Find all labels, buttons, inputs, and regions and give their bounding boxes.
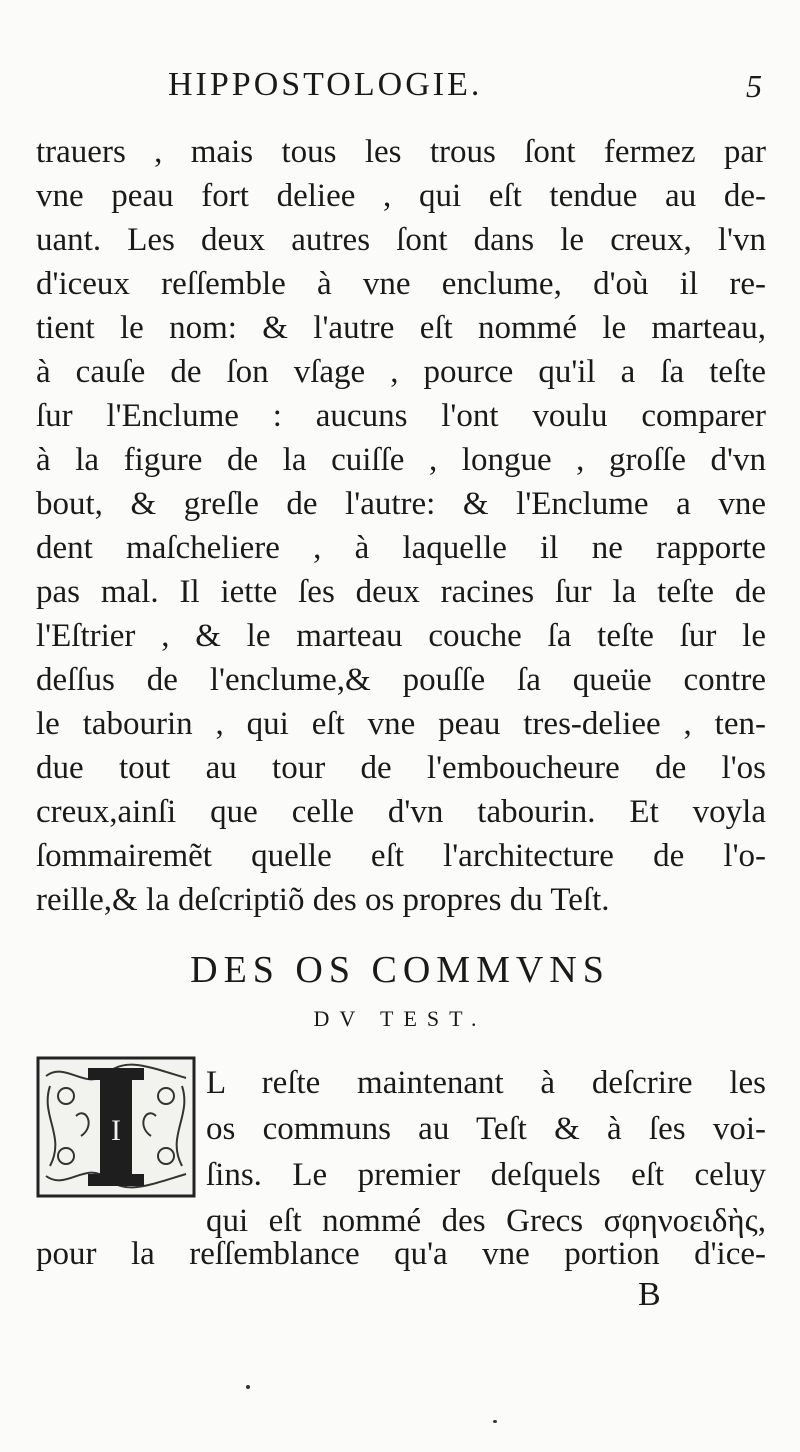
text-line: uant. Les deux autres ſont dans le creux, l'vn [36, 222, 766, 258]
running-head [0, 66, 800, 116]
text-line: ſommairemẽt quelle eſt l'architecture de l'o- [36, 838, 766, 874]
text-line: vne peau fort deliee , qui eſt tendue au de- [36, 178, 766, 214]
ink-speck [493, 1420, 497, 1423]
page-number: 5 [746, 68, 762, 104]
text-line: d'iceux reſſemble à vne enclume, d'où il re- [36, 266, 766, 302]
text-line: creux,ainſi que celle d'vn tabourin. Et voyla [36, 794, 766, 830]
paragraph-2-indented [206, 1060, 766, 1244]
text-line: l'Eſtrier , & le marteau couche ſa teſte ſur le [36, 618, 766, 654]
text-line: bout, & greſle de l'autre: & l'Enclume a vne [36, 486, 766, 522]
ornament-initial-icon [36, 1056, 196, 1198]
text-line: à la figure de la cuiſſe , longue , groſſe d'vn [36, 442, 766, 478]
text-line: os communs au Teſt & à ſes voi- [206, 1111, 766, 1147]
paragraph-2-full [36, 1232, 766, 1276]
text-line: tient le nom: & l'autre eſt nommé le marteau, [36, 310, 766, 346]
text-line: trauers , mais tous les trous ſont fermez par [36, 134, 766, 170]
text-line: due tout au tour de l'embouchеure de l'os [36, 750, 766, 786]
section-heading: DES OS COMMVNS [190, 949, 610, 991]
text-line: deſſus de l'enclume,& pouſſe ſa queüe contre [36, 662, 766, 698]
text-line: ſins. Le premier deſquels eſt celuy [206, 1157, 766, 1193]
text-line: L reſte maintenant à deſcrire les [206, 1065, 766, 1101]
text-line: pour la reſſemblance qu'a vne portion d'ice- [36, 1236, 766, 1272]
running-title: HIPPOSTOLOGIE. [168, 66, 483, 103]
section-subheading: DV TEST. [313, 1006, 487, 1031]
text-line: dent maſcheliere , à laquelle il ne rapporte [36, 530, 766, 566]
text-line: à cauſe de ſon vſage , pource qu'il a ſa teſte [36, 354, 766, 390]
text-line: qui eſt nommé des Grecs σφηνοειδὴς, [206, 1203, 766, 1239]
initial-letter: I [111, 1114, 121, 1147]
decorated-initial-letter [36, 1056, 196, 1198]
ink-speck [246, 1385, 250, 1389]
catchword: B [638, 1276, 661, 1313]
text-line: le tabourin , qui eſt vne peau tres-deliee , ten- [36, 706, 766, 742]
text-line: ſur l'Enclume : aucuns l'ont voulu comparer [36, 398, 766, 434]
paragraph-1 [36, 130, 766, 922]
text-line: reille,& la deſcriptiõ des os propres du Teſt. [36, 882, 610, 918]
text-line: pas mal. Il iette ſes deux racines ſur la teſte de [36, 574, 766, 610]
